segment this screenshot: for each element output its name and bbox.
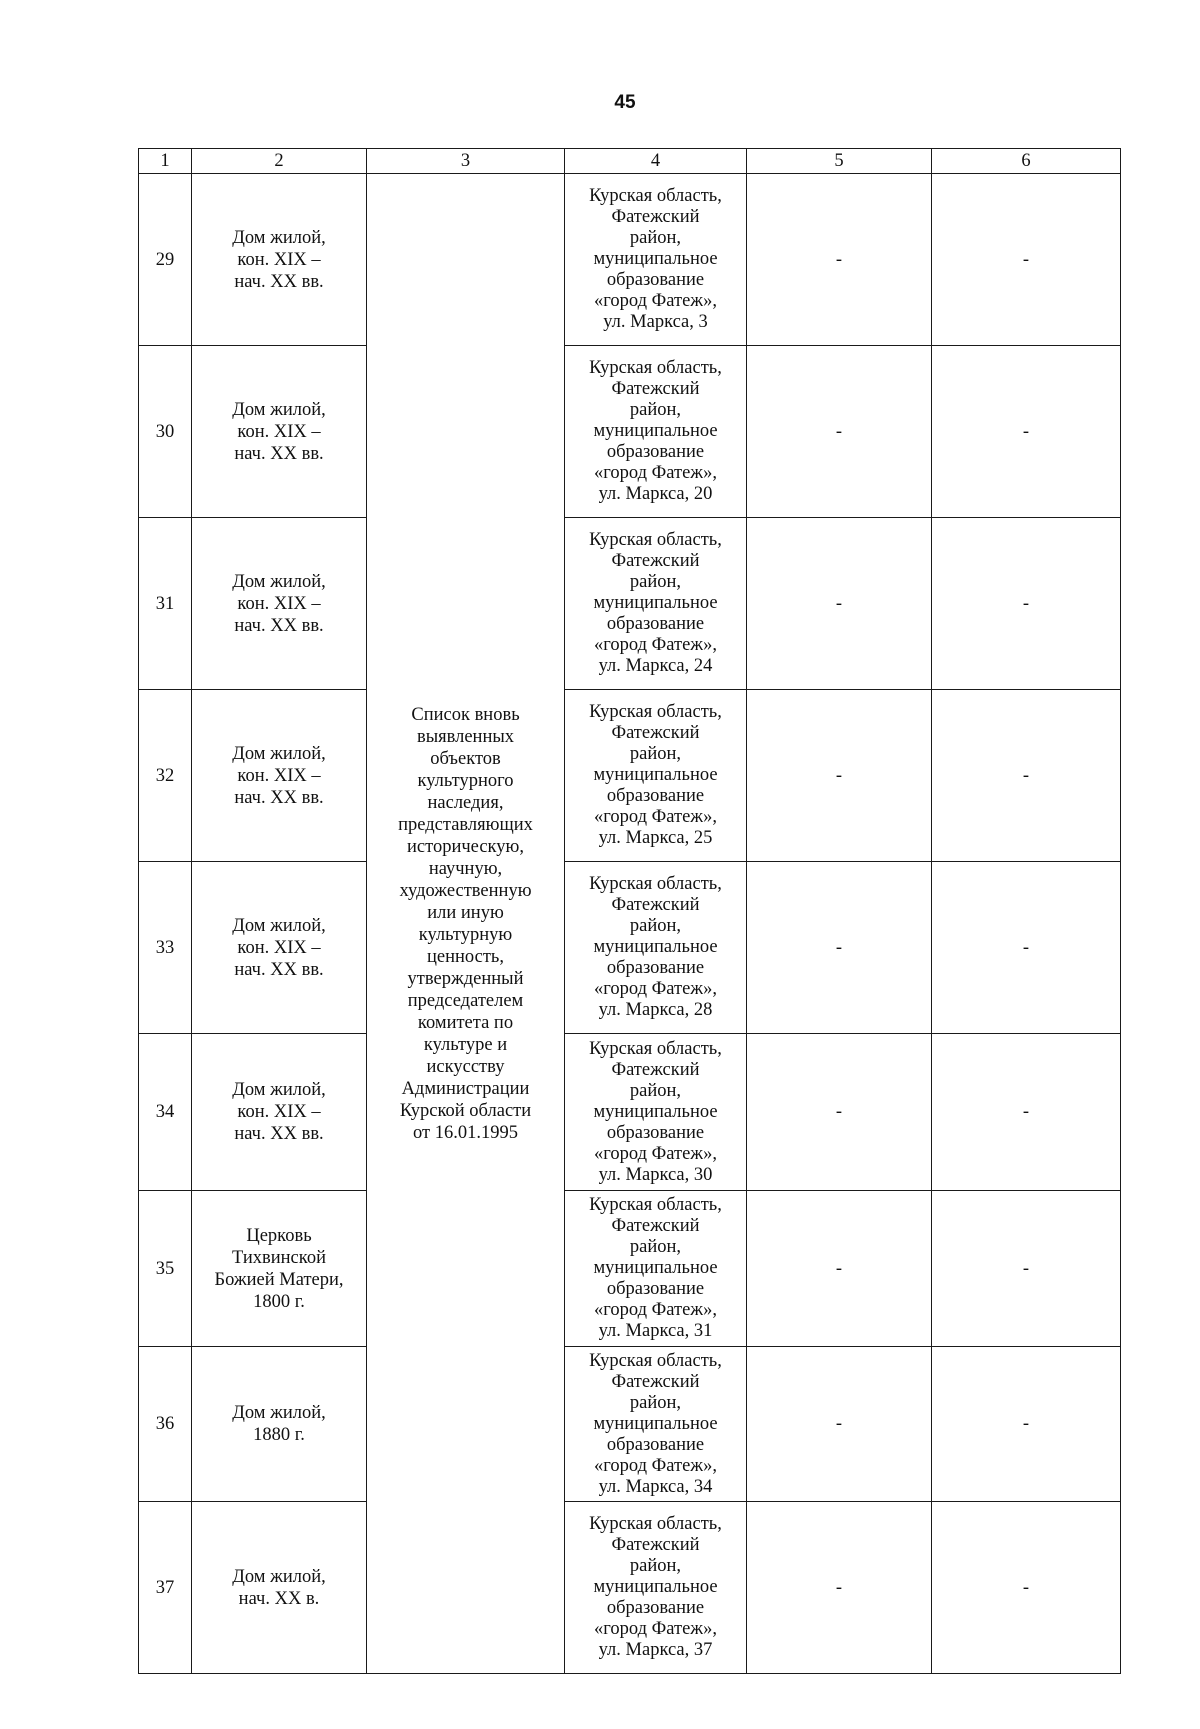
table-row <box>139 518 1121 690</box>
column-header-4: 4 <box>565 149 747 174</box>
column-5-cell: - <box>747 1034 932 1191</box>
column-6-cell: - <box>932 1034 1121 1191</box>
column-6-cell: - <box>932 346 1121 518</box>
table-row <box>139 690 1121 862</box>
object-name-cell: Церковь Тихвинской Божией Матери, 1800 г. <box>192 1191 367 1347</box>
object-name-cell: Дом жилой, кон. XIX – нач. XX вв. <box>192 174 367 346</box>
address-cell: Курская область, Фатежский район, муниципальное образование «город Фатеж», ул. Маркса, 31 <box>565 1191 747 1347</box>
address-cell: Курская область, Фатежский район, муниципальное образование «город Фатеж», ул. Маркса, 20 <box>565 346 747 518</box>
table-row <box>139 346 1121 518</box>
row-number-cell: 31 <box>139 518 192 690</box>
column-6-cell: - <box>932 174 1121 346</box>
address-cell: Курская область, Фатежский район, муниципальное образование «город Фатеж», ул. Маркса, 34 <box>565 1347 747 1502</box>
source-document-cell: Список вновь выявленных объектов культурного наследия, представляющих историческую, научную, художественную или иную культурную ценность, утвержденный председателем комитета по культуре и искусству Администрации Курской области от 16.01.1995 <box>367 174 565 1674</box>
object-name-cell: Дом жилой, кон. XIX – нач. XX вв. <box>192 862 367 1034</box>
column-header-2: 2 <box>192 149 367 174</box>
address-cell: Курская область, Фатежский район, муниципальное образование «город Фатеж», ул. Маркса, 30 <box>565 1034 747 1191</box>
address-cell: Курская область, Фатежский район, муниципальное образование «город Фатеж», ул. Маркса, 24 <box>565 518 747 690</box>
row-number-cell: 35 <box>139 1191 192 1347</box>
row-number-cell: 30 <box>139 346 192 518</box>
column-5-cell: - <box>747 346 932 518</box>
address-cell: Курская область, Фатежский район, муниципальное образование «город Фатеж», ул. Маркса, 3 <box>565 174 747 346</box>
table-row <box>139 862 1121 1034</box>
column-6-cell: - <box>932 862 1121 1034</box>
column-5-cell: - <box>747 1502 932 1674</box>
column-6-cell: - <box>932 518 1121 690</box>
row-number-cell: 34 <box>139 1034 192 1191</box>
page-number: 45 <box>614 92 636 113</box>
column-5-cell: - <box>747 518 932 690</box>
object-name-cell: Дом жилой, кон. XIX – нач. XX вв. <box>192 1034 367 1191</box>
column-header-5: 5 <box>747 149 932 174</box>
column-5-cell: - <box>747 1191 932 1347</box>
heritage-registry-table <box>138 148 1121 1674</box>
table-row <box>139 1347 1121 1502</box>
row-number-cell: 32 <box>139 690 192 862</box>
column-header-3: 3 <box>367 149 565 174</box>
table-row <box>139 1502 1121 1674</box>
column-header-6: 6 <box>932 149 1121 174</box>
column-5-cell: - <box>747 862 932 1034</box>
column-6-cell: - <box>932 1191 1121 1347</box>
table-row <box>139 1191 1121 1347</box>
object-name-cell: Дом жилой, кон. XIX – нач. XX вв. <box>192 690 367 862</box>
column-5-cell: - <box>747 174 932 346</box>
row-number-cell: 37 <box>139 1502 192 1674</box>
column-number-header-row <box>139 149 1121 174</box>
row-number-cell: 36 <box>139 1347 192 1502</box>
table-row <box>139 1034 1121 1191</box>
column-5-cell: - <box>747 1347 932 1502</box>
object-name-cell: Дом жилой, кон. XIX – нач. XX вв. <box>192 518 367 690</box>
address-cell: Курская область, Фатежский район, муниципальное образование «город Фатеж», ул. Маркса, 37 <box>565 1502 747 1674</box>
object-name-cell: Дом жилой, нач. XX в. <box>192 1502 367 1674</box>
column-5-cell: - <box>747 690 932 862</box>
column-6-cell: - <box>932 1347 1121 1502</box>
column-6-cell: - <box>932 1502 1121 1674</box>
table-row <box>139 174 1121 346</box>
address-cell: Курская область, Фатежский район, муниципальное образование «город Фатеж», ул. Маркса, 28 <box>565 862 747 1034</box>
address-cell: Курская область, Фатежский район, муниципальное образование «город Фатеж», ул. Маркса, 25 <box>565 690 747 862</box>
column-6-cell: - <box>932 690 1121 862</box>
column-header-1: 1 <box>139 149 192 174</box>
object-name-cell: Дом жилой, кон. XIX – нач. XX вв. <box>192 346 367 518</box>
object-name-cell: Дом жилой, 1880 г. <box>192 1347 367 1502</box>
row-number-cell: 33 <box>139 862 192 1034</box>
row-number-cell: 29 <box>139 174 192 346</box>
